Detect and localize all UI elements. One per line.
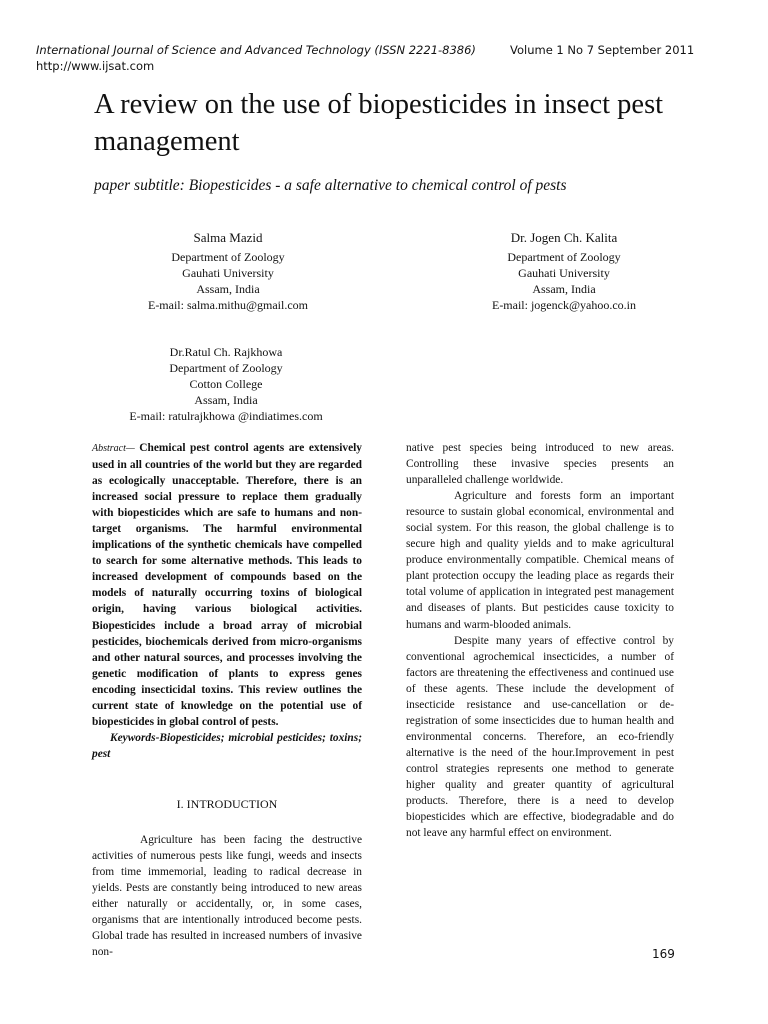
- author-location: Assam, India: [194, 393, 258, 407]
- author-email[interactable]: E-mail: jogenck@yahoo.co.in: [491, 298, 636, 312]
- author-institution: Cotton College: [189, 377, 263, 391]
- author-block-2: [458, 229, 670, 313]
- section-heading-introduction: I. INTRODUCTION: [176, 796, 278, 811]
- left-column: [92, 440, 362, 960]
- paper-title: A review on the use of biopesticides in insect pest management: [94, 89, 664, 157]
- author-department: Department of Zoology: [507, 250, 621, 264]
- author-department: Department of Zoology: [171, 250, 285, 264]
- author-name: Dr.Ratul Ch. Rajkhowa: [169, 345, 283, 359]
- running-header: [36, 42, 696, 74]
- author-email[interactable]: E-mail: ratulrajkhowa @indiatimes.com: [129, 409, 323, 423]
- intro-paragraph-1: Agriculture has been facing the destructive activities of numerous pests like fungi, weeds and insects from time immemorial, leading to radical decrease in yields. Pests are constantly being introduced to new areas either naturally or accidentally, or, in some cases, organisms that are intentionally introduced become pests. Global trade has resulted in increased numbers of invasive non-: [92, 833, 362, 959]
- page-number: 169: [652, 947, 675, 961]
- author-location: Assam, India: [196, 282, 260, 296]
- abstract-text: Chemical pest control agents are extensively used in all countries of the world but they are regarded as ecologically unacceptable. Therefore, there is an increased social pressure to replace them gradually with biopesticides which are safe to humans and non-target organisms. The harmful environmental implications of the synthetic chemicals have compelled to search for some alternative methods. This leads to increased development of compounds based on the models of naturally occurring toxins of biological origin, having various biological activities. Biopesticides include a broad array of microbial pesticides, biochemicals derived from micro-organisms and other natural sources, and processes involving the genetic modification of plants to express genes encoding insecticidal toxins. This review outlines the current state of knowledge on the potential use of biopesticides in global control of pests.: [92, 442, 362, 728]
- journal-name: International Journal of Science and Advanced Technology (ISSN 2221-8386): [36, 43, 476, 57]
- author-name: Salma Mazid: [193, 230, 263, 245]
- right-column: [406, 440, 674, 841]
- author-department: Department of Zoology: [169, 361, 283, 375]
- abstract: [92, 440, 362, 730]
- intro-paragraph-2: Agriculture and forests form an important resource to sustain global economical, environmental and social system. For this reason, the global challenge is to secure high and quality yields and to make agricultural produce environmentally compatible. Chemical means of plant protection occupy the leading place as regards their total volume of application in integrated pest management and diseases of plants. But pesticides cause toxicity to humans and warm-blooded animals.: [406, 490, 674, 631]
- keywords: Keywords-Biopesticides; microbial pesticides; toxins; pest: [92, 731, 362, 760]
- abstract-label: Abstract—: [92, 443, 135, 454]
- author-institution: Gauhati University: [518, 266, 610, 280]
- author-block-1: [120, 229, 336, 313]
- intro-paragraph-3: Despite many years of effective control by conventional agrochemical insecticides, a number of factors are threatening the effectiveness and continued use of these agents. These include the development of insecticide resistance and use-cancellation or de-registration of some insecticides due to human health and environmental concerns. Therefore, an eco-friendly alternative is the need of the hour.Improvement in pest control strategies represents one method to generate higher quality and greater quantity of agricultural products. Therefore, there is a need to develop biopesticides which are effective, biodegradable and do not leave any harmful effect on environment.: [406, 634, 674, 840]
- author-institution: Gauhati University: [182, 266, 274, 280]
- volume-info: Volume 1 No 7 September 2011: [510, 43, 695, 57]
- author-name: Dr. Jogen Ch. Kalita: [510, 230, 618, 245]
- author-location: Assam, India: [532, 282, 596, 296]
- intro-paragraph-1-continued: native pest species being introduced to new areas. Controlling these invasive species presents an unparalleled challenge worldwide.: [406, 442, 674, 487]
- journal-url[interactable]: http://www.ijsat.com: [36, 59, 155, 73]
- author-email[interactable]: E-mail: salma.mithu@gmail.com: [147, 298, 309, 312]
- paper-subtitle: paper subtitle: Biopesticides - a safe alternative to chemical control of pests: [94, 177, 567, 194]
- author-block-3: [104, 344, 348, 424]
